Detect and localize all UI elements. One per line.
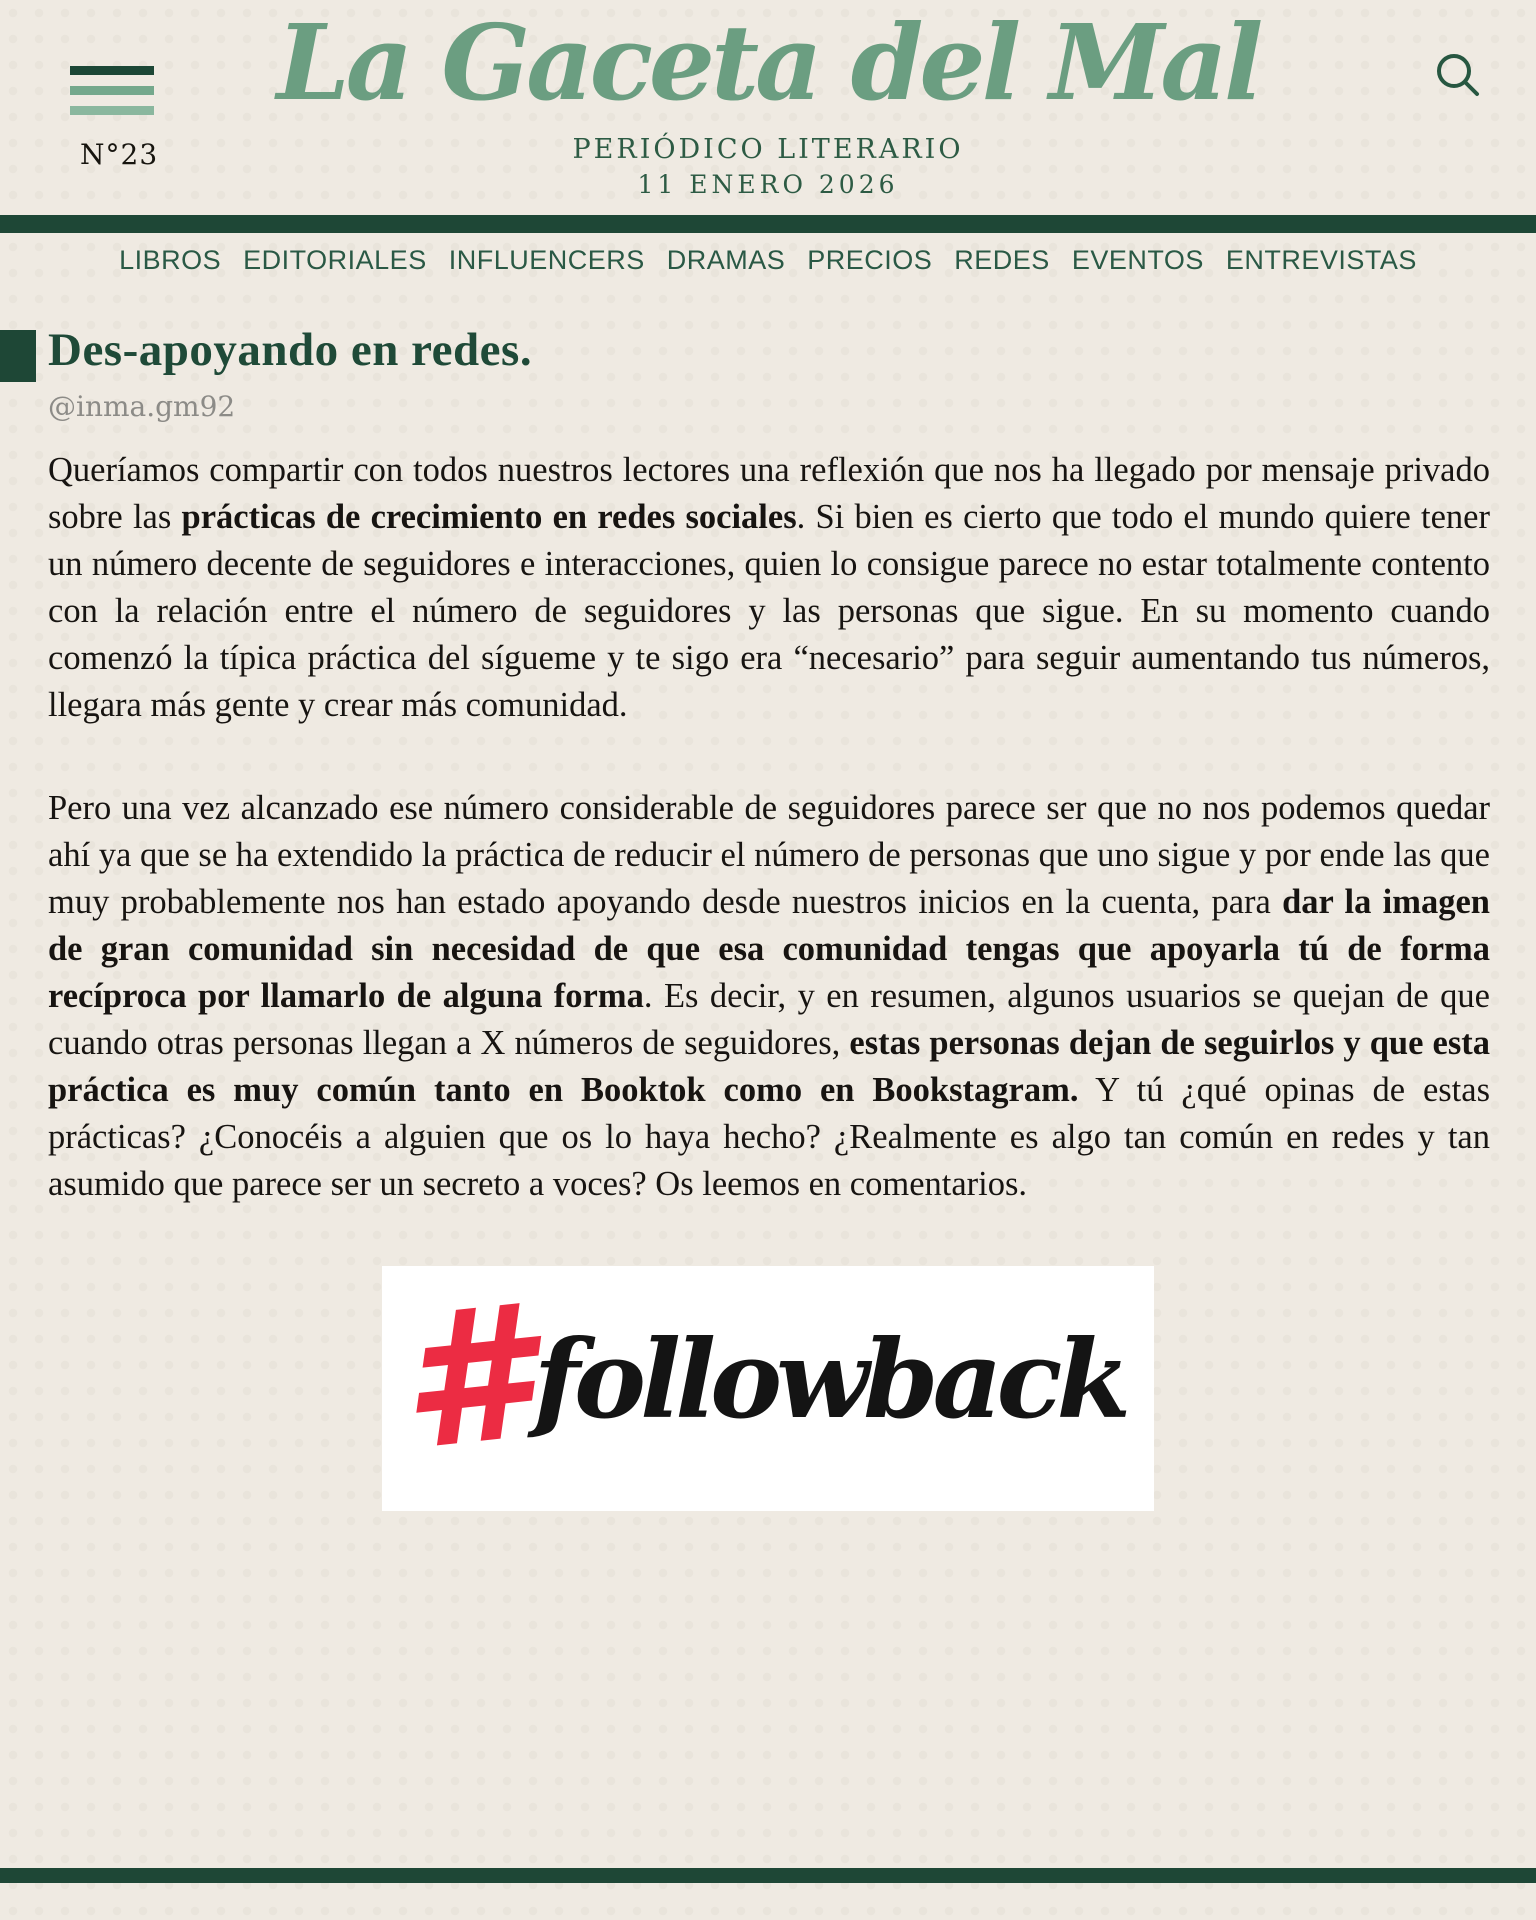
issue-number: N°23 [80, 138, 159, 171]
nav-item-entrevistas[interactable]: ENTREVISTAS [1225, 245, 1417, 275]
article-body [0, 447, 1536, 1208]
nav-item-influencers[interactable]: INFLUENCERS [448, 245, 645, 275]
nav-item-eventos[interactable]: EVENTOS [1071, 245, 1204, 275]
followback-image [382, 1263, 1154, 1511]
header-divider-bar [0, 215, 1536, 233]
nav-item-libros[interactable]: LIBROS [119, 245, 222, 275]
nav-item-editoriales[interactable]: EDITORIALES [243, 245, 427, 275]
category-nav [0, 245, 1536, 276]
logo-title: La Gaceta del Mal [276, 1, 1260, 124]
article-byline: @inma.gm92 [48, 390, 236, 423]
paragraph-2: Pero una vez alcanzado ese número considerable de seguidores parece ser que no nos podemos quedar ahí ya que se ha extendido la práctica de reducir el número de personas que uno sigue y por ende las que muy probablemente nos han estado apoyando desde nuestros inicios en la cuenta, para dar la imagen de gran comunidad sin necesidad de que esa comunidad tengas que apoyarla tú de forma recíproca por llamarlo de alguna forma. Es decir, y en resumen, algunos usuarios se quejan de que cuando otras personas llegan a X números de seguidores, estas personas dejan de seguirlos y que esta práctica es muy común tanto en Booktok como en Bookstagram. Y tú ¿qué opinas de estas prácticas? ¿Conocéis a alguien que os lo haya hecho? ¿Realmente es algo tan común en redes y tan asumido que parece ser un secreto a voces? Os leemos en comentarios. [48, 789, 1491, 1203]
masthead [0, 0, 1536, 215]
headline-accent-block [0, 330, 36, 382]
nav-item-dramas[interactable]: DRAMAS [666, 245, 786, 275]
masthead-subtitle: PERIÓDICO LITERARIO [572, 134, 964, 165]
masthead-date: 11 ENERO 2026 [637, 170, 899, 199]
nav-item-redes[interactable]: REDES [954, 245, 1050, 275]
search-icon [1432, 50, 1484, 102]
article [0, 322, 1536, 1511]
hashtag-symbol: # [389, 1263, 541, 1493]
paragraph-1: Queríamos compartir con todos nuestros lectores una reflexión que nos ha llegado por mensaje privado sobre las prácticas de crecimiento en redes sociales. Si bien es cierto que todo el mundo quiere tener un número decente de seguidores e interacciones, quien lo consigue parece no estar totalmente contento con la relación entre el número de seguidores y las personas que sigue. En su momento cuando comenzó la típica práctica del sígueme y te sigo era “necesario” para seguir aumentando tus números, llegara más gente y crear más comunidad. [48, 451, 1490, 724]
article-title: Des-apoyando en redes. [48, 324, 533, 376]
footer-divider-bar [0, 1868, 1536, 1883]
nav-item-precios[interactable]: PRECIOS [807, 245, 933, 275]
followback-word: followback [533, 1316, 1126, 1443]
search-button[interactable] [1432, 50, 1484, 102]
headline-row [0, 322, 1536, 378]
